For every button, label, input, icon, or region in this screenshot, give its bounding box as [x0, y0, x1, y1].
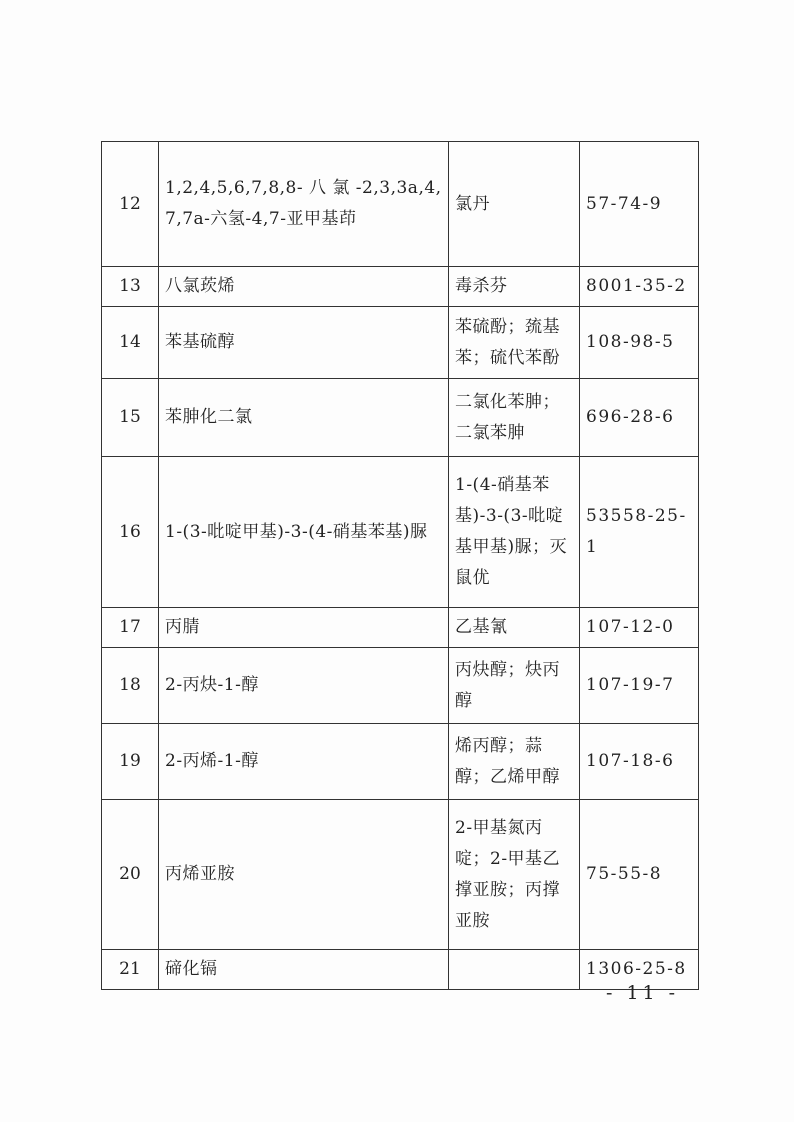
row-number: 12	[102, 142, 159, 267]
chemical-name: 丙烯亚胺	[159, 800, 449, 950]
chemical-name: 1,2,4,5,6,7,8,8- 八 氯 -2,3,3a,4,7,7a-六氢-4,7-亚甲基茚	[159, 142, 449, 267]
table-row	[102, 648, 699, 724]
chemical-name: 2-丙烯-1-醇	[159, 724, 449, 800]
chemical-name: 苯基硫醇	[159, 307, 449, 379]
chemical-alias: 烯丙醇；蒜醇；乙烯甲醇	[449, 724, 580, 800]
chemical-table	[101, 141, 699, 990]
chemical-alias: 乙基氰	[449, 608, 580, 648]
chemical-alias: 1-(4-硝基苯基)-3-(3-吡啶基甲基)脲；灭鼠优	[449, 457, 580, 608]
table-row	[102, 457, 699, 608]
row-number: 21	[102, 950, 159, 990]
cas-number: 53558-25-1	[580, 457, 699, 608]
chemical-name: 2-丙炔-1-醇	[159, 648, 449, 724]
chemical-alias: 氯丹	[449, 142, 580, 267]
table-row	[102, 724, 699, 800]
cas-number: 75-55-8	[580, 800, 699, 950]
row-number: 16	[102, 457, 159, 608]
chemical-alias: 二氯化苯胂；二氯苯胂	[449, 379, 580, 457]
chemical-name: 丙腈	[159, 608, 449, 648]
row-number: 17	[102, 608, 159, 648]
table-row	[102, 307, 699, 379]
cas-number: 57-74-9	[580, 142, 699, 267]
chemical-alias: 苯硫酚；巯基苯；硫代苯酚	[449, 307, 580, 379]
cas-number: 107-19-7	[580, 648, 699, 724]
row-number: 14	[102, 307, 159, 379]
table-row	[102, 142, 699, 267]
cas-number: 1306-25-8	[580, 950, 699, 990]
chemical-alias: 丙炔醇；炔丙醇	[449, 648, 580, 724]
table-row	[102, 267, 699, 307]
cas-number: 107-18-6	[580, 724, 699, 800]
row-number: 15	[102, 379, 159, 457]
chemical-alias	[449, 950, 580, 990]
chemical-alias: 2-甲基氮丙啶；2-甲基乙撑亚胺；丙撑亚胺	[449, 800, 580, 950]
chemical-name: 碲化镉	[159, 950, 449, 990]
table-row	[102, 379, 699, 457]
row-number: 13	[102, 267, 159, 307]
table-row	[102, 608, 699, 648]
cas-number: 108-98-5	[580, 307, 699, 379]
chemical-name: 1-(3-吡啶甲基)-3-(4-硝基苯基)脲	[159, 457, 449, 608]
cas-number: 696-28-6	[580, 379, 699, 457]
chemical-name: 苯胂化二氯	[159, 379, 449, 457]
chemical-alias: 毒杀芬	[449, 267, 580, 307]
row-number: 18	[102, 648, 159, 724]
row-number: 20	[102, 800, 159, 950]
chemical-name: 八氯莰烯	[159, 267, 449, 307]
table-row	[102, 800, 699, 950]
page-number: - 11 -	[606, 982, 680, 1004]
cas-number: 107-12-0	[580, 608, 699, 648]
row-number: 19	[102, 724, 159, 800]
cas-number: 8001-35-2	[580, 267, 699, 307]
